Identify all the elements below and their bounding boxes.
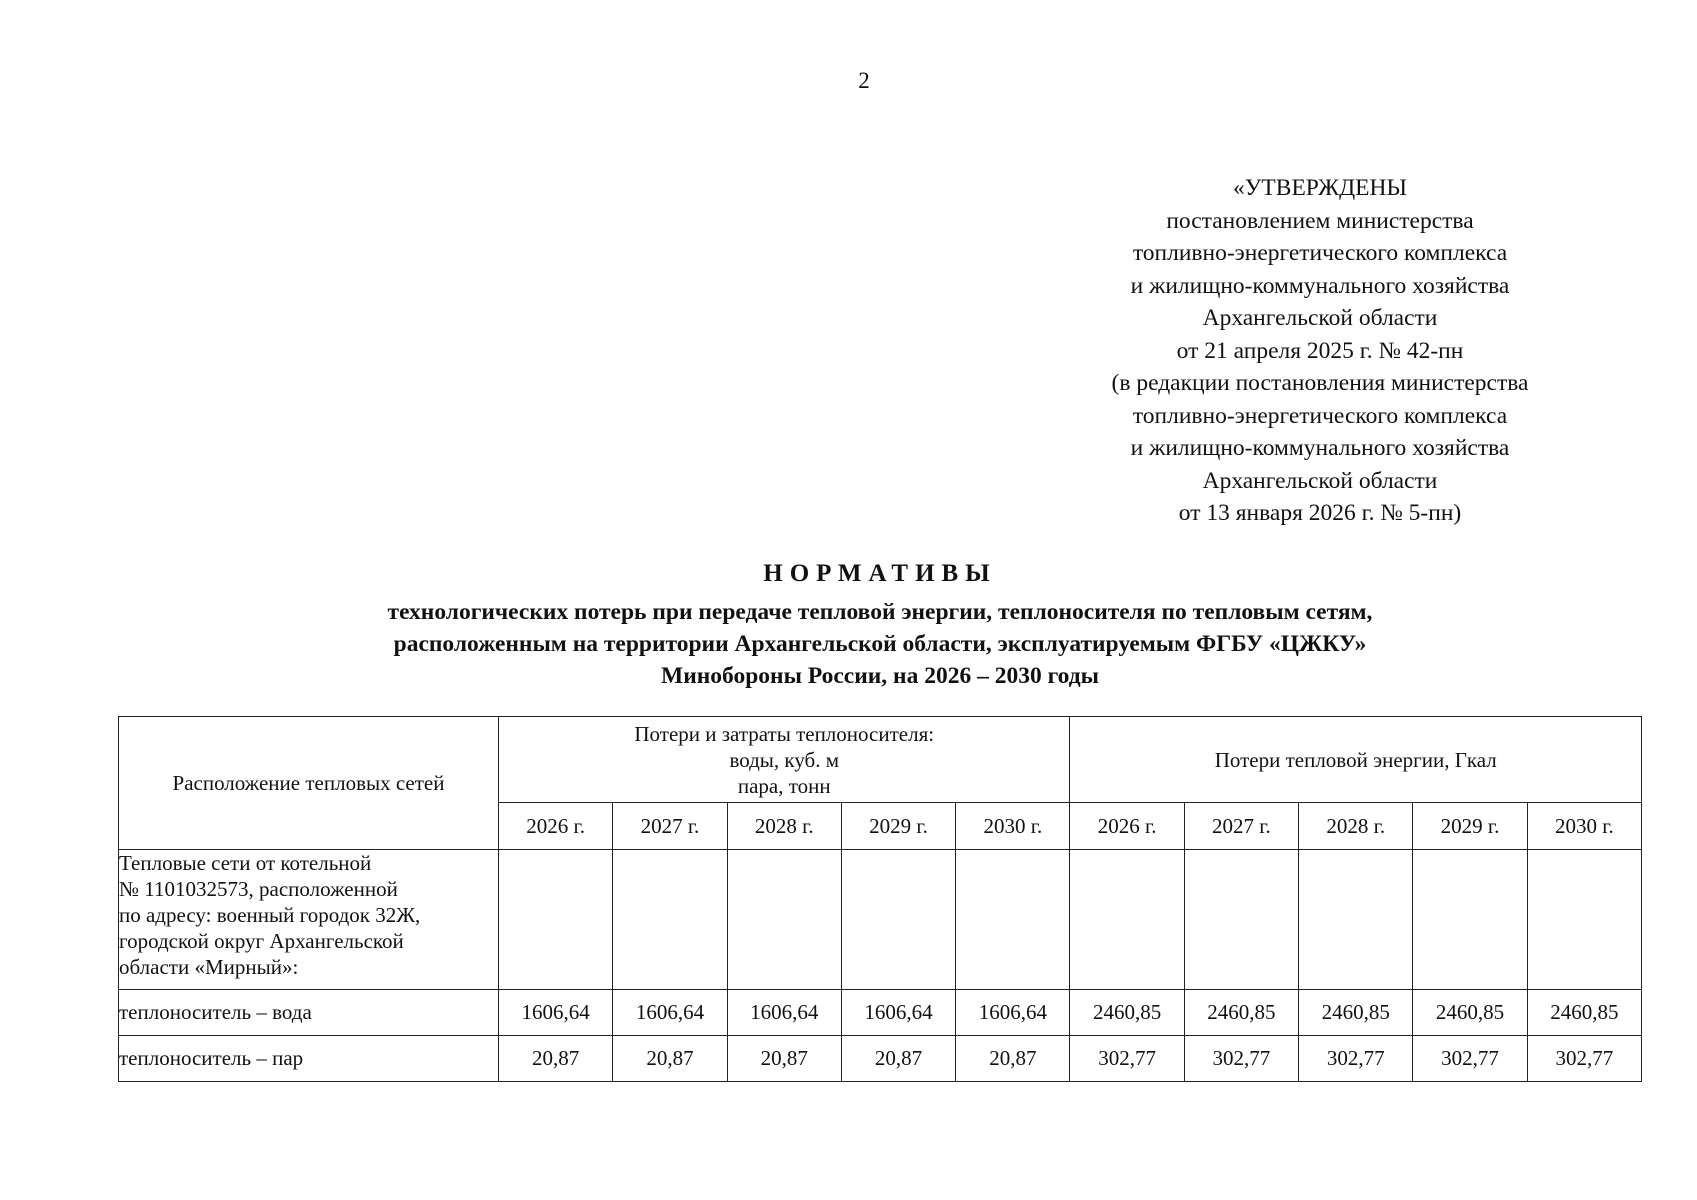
empty-cell (1527, 850, 1641, 990)
coolant-value: 1606,64 (499, 990, 613, 1036)
empty-cell (956, 850, 1070, 990)
year-header: 2027 г. (1184, 803, 1298, 850)
heat-value: 302,77 (1413, 1036, 1527, 1082)
heat-losses-header: Потери тепловой энергии, Гкал (1070, 717, 1642, 803)
section-line: области «Мирный»: (119, 955, 299, 979)
coolant-header-line: Потери и затраты теплоносителя: (634, 721, 935, 746)
approval-line: от 13 января 2026 г. № 5-пн) (1178, 500, 1462, 526)
year-header: 2027 г. (613, 803, 727, 850)
heat-value: 2460,85 (1413, 990, 1527, 1036)
approval-line: «УТВЕРЖДЕНЫ (1233, 175, 1407, 201)
empty-cell (727, 850, 841, 990)
approval-line: и жилищно-коммунального хозяйства (1130, 272, 1510, 299)
empty-cell (613, 850, 727, 990)
coolant-header-line: воды, куб. м (729, 747, 840, 772)
heat-value: 302,77 (1527, 1036, 1641, 1082)
coolant-value: 20,87 (499, 1036, 613, 1082)
year-header: 2030 г. (956, 803, 1070, 850)
section-line: № 1101032573, расположенной (119, 877, 398, 901)
row-label: теплоноситель – вода (119, 990, 499, 1036)
coolant-value: 20,87 (956, 1036, 1070, 1082)
subtitle-line: Минобороны России, на 2026 – 2030 годы (661, 663, 1099, 689)
subtitle-line: технологических потерь при передаче тепловой энергии, теплоносителя по тепловым сетям, (387, 599, 1373, 625)
approval-line: топливно-энергетического комплекса (1132, 240, 1508, 266)
document-subtitle (0, 596, 1697, 692)
empty-cell (499, 850, 613, 990)
coolant-value: 20,87 (727, 1036, 841, 1082)
section-line: городской округ Архангельской (119, 929, 404, 953)
approval-line: от 21 апреля 2025 г. № 42-пн (1176, 337, 1464, 364)
section-line: Тепловые сети от котельной (119, 851, 372, 875)
location-header: Расположение тепловых сетей (119, 717, 499, 850)
year-header: 2026 г. (1070, 803, 1184, 850)
empty-cell (1070, 850, 1184, 990)
page-number: 2 (858, 68, 870, 93)
year-header: 2029 г. (841, 803, 955, 850)
heat-value: 2460,85 (1070, 990, 1184, 1036)
coolant-value: 1606,64 (613, 990, 727, 1036)
heat-value: 2460,85 (1299, 990, 1413, 1036)
coolant-header-line: пара, тонн (737, 773, 831, 798)
year-header: 2028 г. (727, 803, 841, 850)
heat-value: 2460,85 (1184, 990, 1298, 1036)
table-header-row (119, 717, 1642, 803)
year-header: 2028 г. (1299, 803, 1413, 850)
empty-cell (1413, 850, 1527, 990)
subtitle-line: расположенным на территории Архангельской области, эксплуатируемым ФГБУ «ЦЖКУ» (393, 631, 1367, 657)
coolant-value: 20,87 (841, 1036, 955, 1082)
heat-value: 2460,85 (1527, 990, 1641, 1036)
empty-cell (1184, 850, 1298, 990)
approval-line: Архангельской области (1202, 467, 1438, 494)
approval-line: топливно-энергетического комплекса (1132, 402, 1508, 429)
year-header: 2030 г. (1527, 803, 1641, 850)
coolant-value: 1606,64 (956, 990, 1070, 1036)
year-header: 2029 г. (1413, 803, 1527, 850)
approval-block (1060, 172, 1580, 530)
coolant-losses-header (499, 717, 1070, 803)
heat-value: 302,77 (1299, 1036, 1413, 1082)
row-label: теплоноситель – пар (119, 1036, 499, 1082)
approval-line: постановлением министерства (1166, 207, 1474, 234)
table-row (119, 990, 1642, 1036)
table-row-section (119, 850, 1642, 990)
document-title: НОРМАТИВЫ (763, 560, 997, 587)
heat-value: 302,77 (1184, 1036, 1298, 1082)
empty-cell (1299, 850, 1413, 990)
coolant-value: 1606,64 (727, 990, 841, 1036)
heat-value: 302,77 (1070, 1036, 1184, 1082)
section-location-cell (119, 850, 499, 990)
norms-table (118, 716, 1642, 1082)
coolant-value: 20,87 (613, 1036, 727, 1082)
approval-line: Архангельской области (1202, 305, 1438, 331)
coolant-value: 1606,64 (841, 990, 955, 1036)
year-header: 2026 г. (499, 803, 613, 850)
empty-cell (841, 850, 955, 990)
table-row (119, 1036, 1642, 1082)
section-line: по адресу: военный городок 32Ж, (119, 903, 421, 927)
approval-line: (в редакции постановления министерства (1111, 370, 1529, 396)
approval-line: и жилищно-коммунального хозяйства (1130, 435, 1510, 461)
